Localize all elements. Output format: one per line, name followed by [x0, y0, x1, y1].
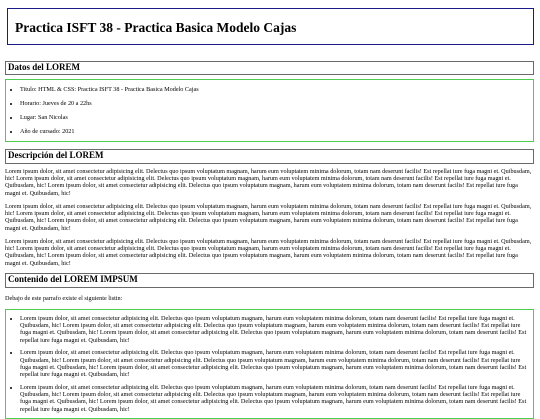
page-title: Practica ISFT 38 - Practica Basica Modelo Cajas	[15, 20, 297, 35]
descripcion-paragraph-1: Lorem ipsum dolor, sit amet consectetur adipisicing elit. Delectus quo ipsum voluptatum magnam, harum eum voluptatem minima dolorum, totam nam deserunt facilis! Est repellat iure fuga magni et. Quibusdam, hic! Lorem ipsum dolor, sit amet consectetur adipisicing elit. Delectus quo ipsum voluptatum magnam, harum eum voluptatem minima dolorum, totam nam deserunt facilis! Est repellat iure fuga magni et. Quibusdam, hic! Lorem ipsum dolor, sit amet consectetur adipisicing elit. Delectus quo ipsum voluptatum magnam, harum eum voluptatem minima dolorum, totam nam deserunt facilis! Est repellat iure fuga magni et. Quibusdam, hic!	[5, 167, 532, 197]
datos-box	[5, 79, 534, 142]
contenido-list	[6, 310, 533, 413]
page-header	[7, 8, 534, 45]
datos-list	[6, 80, 533, 141]
descripcion-paragraph-3: Lorem ipsum dolor, sit amet consectetur adipisicing elit. Delectus quo ipsum voluptatum magnam, harum eum voluptatem minima dolorum, totam nam deserunt facilis! Est repellat iure fuga magni et. Quibusdam, hic! Lorem ipsum dolor, sit amet consectetur adipisicing elit. Delectus quo ipsum voluptatum magnam, harum eum voluptatem minima dolorum, totam nam deserunt facilis! Est repellat iure fuga magni et. Quibusdam, hic! Lorem ipsum dolor, sit amet consectetur adipisicing elit. Delectus quo ipsum voluptatum magnam, harum eum voluptatem minima dolorum, totam nam deserunt facilis! Est repellat iure fuga magni et. Quibusdam, hic!	[5, 237, 532, 267]
contenido-intro: Debajo de este parrafo existe el siguiente listin:	[5, 294, 123, 302]
datos-item-horario: • Horario: Jueves de 20 a 22hs	[20, 100, 533, 107]
list-item: • Lorem ipsum dolor, sit amet consectetur adipisicing elit. Delectus quo ipsum voluptatum magnam, harum eum voluptatem minima dolorum, totam nam deserunt facilis! Est repellat iure fuga magni et. Quibusdam, hic! Lorem ipsum dolor, sit amet consectetur adipisicing elit. Delectus quo ipsum voluptatum magnam, harum eum voluptatem minima dolorum, totam nam deserunt facilis! Est repellat iure fuga magni et. Quibusdam, hic! Lorem ipsum dolor, sit amet consectetur adipisicing elit. Delectus quo ipsum voluptatum magnam, harum eum voluptatem minima dolorum, totam nam deserunt facilis! Est repellat iure fuga magni et. Quibusdam, hic!	[20, 315, 529, 344]
datos-heading: Datos del LOREM	[5, 61, 534, 76]
list-item: • Lorem ipsum dolor, sit amet consectetur adipisicing elit. Delectus quo ipsum voluptatum magnam, harum eum voluptatem minima dolorum, totam nam deserunt facilis! Est repellat iure fuga magni et. Quibusdam, hic! Lorem ipsum dolor, sit amet consectetur adipisicing elit. Delectus quo ipsum voluptatum magnam, harum eum voluptatem minima dolorum, totam nam deserunt facilis! Est repellat iure fuga magni et. Quibusdam, hic! Lorem ipsum dolor, sit amet consectetur adipisicing elit. Delectus quo ipsum voluptatum magnam, harum eum voluptatem minima dolorum, totam nam deserunt facilis! Est repellat iure fuga magni et. Quibusdam, hic!	[20, 384, 529, 413]
datos-item-titulo: • Titulo: HTML & CSS: Practica ISFT 38 - Practica Basica Modelo Cajas	[20, 86, 533, 93]
contenido-heading: Contenido del LOREM IMPSUM	[5, 273, 534, 288]
page	[0, 8, 540, 419]
contenido-box	[5, 309, 534, 419]
datos-item-lugar: • Lugar: San Nicolas	[20, 114, 533, 121]
list-item: • Lorem ipsum dolor, sit amet consectetur adipisicing elit. Delectus quo ipsum voluptatum magnam, harum eum voluptatem minima dolorum, totam nam deserunt facilis! Est repellat iure fuga magni et. Quibusdam, hic! Lorem ipsum dolor, sit amet consectetur adipisicing elit. Delectus quo ipsum voluptatum magnam, harum eum voluptatem minima dolorum, totam nam deserunt facilis! Est repellat iure fuga magni et. Quibusdam, hic! Lorem ipsum dolor, sit amet consectetur adipisicing elit. Delectus quo ipsum voluptatum magnam, harum eum voluptatem minima dolorum, totam nam deserunt facilis! Est repellat iure fuga magni et. Quibusdam, hic!	[20, 349, 529, 378]
descripcion-heading: Descripción del LOREM	[5, 149, 534, 164]
datos-item-anio: • Año de cursado: 2021	[20, 128, 533, 135]
descripcion-paragraph-2: Lorem ipsum dolor, sit amet consectetur adipisicing elit. Delectus quo ipsum voluptatum magnam, harum eum voluptatem minima dolorum, totam nam deserunt facilis! Est repellat iure fuga magni et. Quibusdam, hic! Lorem ipsum dolor, sit amet consectetur adipisicing elit. Delectus quo ipsum voluptatum magnam, harum eum voluptatem minima dolorum, totam nam deserunt facilis! Est repellat iure fuga magni et. Quibusdam, hic! Lorem ipsum dolor, sit amet consectetur adipisicing elit. Delectus quo ipsum voluptatum magnam, harum eum voluptatem minima dolorum, totam nam deserunt facilis! Est repellat iure fuga magni et. Quibusdam, hic!	[5, 202, 532, 232]
